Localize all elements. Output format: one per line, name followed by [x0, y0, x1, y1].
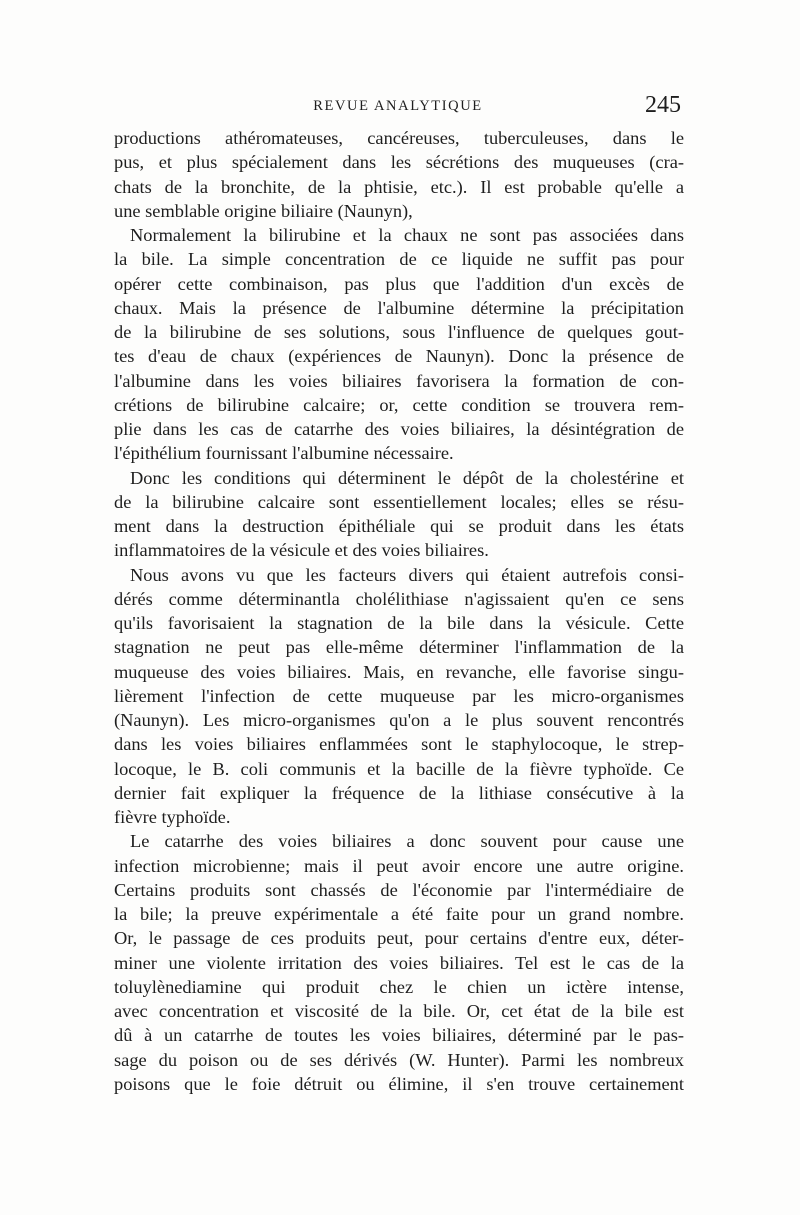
text-line: crétions de bilirubine calcaire; or, cette condition se trouvera rem- [114, 394, 684, 415]
text-line: Normalement la bilirubine et la chaux ne sont pas associées dans [130, 225, 684, 245]
text-line: locoque, le B. coli communis et la bacille de la fièvre typhoïde. Ce [114, 758, 684, 779]
text-line: qu'ils favorisaient la stagnation de la bile dans la vésicule. Cette [114, 613, 684, 633]
running-header [113, 94, 683, 124]
body-text [114, 126, 684, 1096]
text-line: Nous avons vu que les facteurs divers qui étaient autrefois consi- [130, 564, 684, 585]
text-line: chaux. Mais la présence de l'albumine détermine la précipitation [114, 297, 684, 318]
text-line: dû à un catarrhe de toutes les voies biliaires, déterminé par le pas- [114, 1025, 684, 1046]
text-line: (Naunyn). Les micro-organismes qu'on a le plus souvent rencontrés [114, 710, 684, 730]
text-line: opérer cette combinaison, pas plus que l'addition d'un excès de [114, 273, 684, 294]
text-line: plie dans les cas de catarrhe des voies biliaires, la désintégration de [114, 419, 684, 439]
text-line: Donc les conditions qui déterminent le dépôt de la cholestérine et [130, 467, 684, 488]
text-line: lièrement l'infection de cette muqueuse par les micro-organismes [114, 685, 684, 706]
text-line: sage du poison ou de ses dérivés (W. Hunter). Parmi les nombreux [114, 1049, 684, 1070]
text-line: avec concentration et viscosité de la bile. Or, cet état de la bile est [114, 1001, 684, 1021]
text-line: fièvre typhoïde. [114, 807, 231, 827]
text-line: muqueuse des voies biliaires. Mais, en revanche, elle favorise singu- [114, 661, 684, 682]
text-line: une semblable origine biliaire (Naunyn), [114, 200, 413, 221]
page-number: 245 [645, 92, 681, 118]
text-line: dans les voies biliaires enflammées sont le staphylocoque, le strep- [114, 734, 684, 755]
text-line: de la bilirubine de ses solutions, sous l'influence de quelques gout- [114, 322, 684, 342]
text-line: Le catarrhe des voies biliaires a donc souvent pour cause une [130, 831, 684, 852]
text-line: productions athéromateuses, cancéreuses, tuberculeuses, dans le [114, 128, 684, 148]
text-line: poisons que le foie détruit ou élimine, il s'en trouve certainement [114, 1073, 684, 1094]
text-line: Certains produits sont chassés de l'économie par l'intermédiaire de [114, 879, 684, 900]
text-line: la bile; la preuve expérimentale a été faite pour un grand nombre. [114, 904, 684, 924]
text-line: l'épithélium fournissant l'albumine nécessaire. [114, 443, 454, 464]
text-line: inflammatoires de la vésicule et des voies biliaires. [114, 540, 489, 561]
text-line: stagnation ne peut pas elle-même déterminer l'inflammation de la [114, 637, 684, 658]
text-line: Or, le passage de ces produits peut, pour certains d'entre eux, déter- [114, 928, 684, 949]
text-line: pus, et plus spécialement dans les sécrétions des muqueuses (cra- [114, 152, 684, 173]
text-line: dérés comme déterminantla cholélithiase n'agissaient qu'en ce sens [114, 588, 684, 609]
text-line: tes d'eau de chaux (expériences de Naunyn). Donc la présence de [114, 346, 684, 367]
text-line: ment dans la destruction épithéliale qui se produit dans les états [114, 516, 684, 536]
text-line: toluylènediamine qui produit chez le chien un ictère intense, [114, 976, 684, 997]
text-line: de la bilirubine calcaire sont essentiellement locales; elles se résu- [114, 491, 684, 512]
text-line: l'albumine dans les voies biliaires favorisera la formation de con- [114, 370, 684, 391]
text-line: miner une violente irritation des voies biliaires. Tel est le cas de la [114, 952, 684, 973]
text-line: la bile. La simple concentration de ce liquide ne suffit pas pour [114, 249, 684, 270]
text-line: dernier fait expliquer la fréquence de la lithiase consécutive à la [114, 782, 684, 803]
text-line: chats de la bronchite, de la phtisie, etc.). Il est probable qu'elle a [114, 176, 684, 197]
running-title: REVUE ANALYTIQUE [313, 98, 483, 114]
text-line: infection microbienne; mais il peut avoir encore une autre origine. [114, 855, 684, 876]
